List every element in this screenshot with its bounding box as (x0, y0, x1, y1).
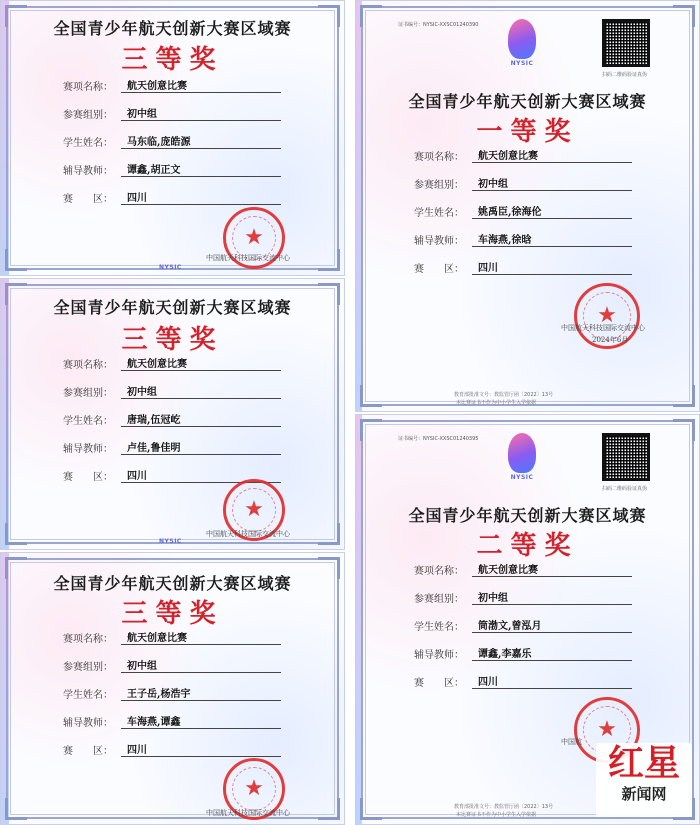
field-label: 辅导教师： (414, 236, 464, 247)
certificate-left-2 (0, 278, 345, 550)
field-label: 赛 区： (63, 194, 113, 205)
issuer-name: 中国航天科技国际交流中心 (561, 324, 645, 332)
logo-text: NYSIC (510, 60, 534, 67)
field-value: 王子岳,杨浩宇 (121, 685, 281, 701)
field-label: 赛项名称： (414, 566, 464, 577)
news-watermark (596, 743, 692, 817)
disclaimer-footnote: 本比赛证书不作为中小学生入学依据 (456, 400, 537, 406)
field-label: 参赛组别： (414, 594, 464, 605)
field-value: 初中组 (121, 657, 281, 673)
certificate-left-1 (0, 0, 345, 276)
field-value: 卢佳,鲁佳明 (121, 439, 281, 455)
field-value: 唐瑞,伍冠屹 (121, 411, 281, 427)
field-value: 谭鑫,胡正文 (121, 161, 281, 177)
nysic-logo (508, 433, 536, 481)
field-value: 初中组 (121, 105, 281, 121)
field-value: 马东临,庞皓源 (121, 133, 281, 149)
approval-footnote: 教育部批准文号：教监管厅函〔2022〕13号 (454, 804, 554, 810)
field-label: 赛项名称： (63, 634, 113, 645)
qr-code (602, 433, 650, 481)
field-label: 赛项名称： (63, 82, 113, 93)
logo-text: NYSIC (159, 538, 182, 545)
disclaimer-footnote: 本比赛证书不作为中小学生入学依据 (456, 812, 537, 818)
watermark-logo: 红星 (607, 742, 680, 784)
nysic-logo (159, 263, 182, 271)
field-label: 学生姓名： (63, 416, 113, 427)
issuer-name: 中国航天科技国际交流中心 (206, 530, 290, 538)
field-value: 初中组 (472, 175, 632, 191)
field-value: 航天创意比赛 (121, 77, 281, 93)
field-label: 参赛组别： (63, 388, 113, 399)
approval-footnote: 教育部批准文号：教监管厅函〔2022〕13号 (454, 392, 554, 398)
field-value: 四川 (472, 259, 632, 275)
qr-code (602, 19, 650, 67)
qr-code-label: 扫码二维码验证真伪 (602, 72, 648, 78)
certificate-title: 全国青少年航天创新大赛区域赛 (53, 574, 292, 593)
issue-date: 2024年6月 (592, 336, 629, 344)
watermark-text: 新闻网 (621, 785, 667, 803)
field-label: 赛 区： (63, 746, 113, 757)
issuer-name: 中国航天科技国际交流中心 (206, 254, 290, 262)
field-value: 四川 (121, 189, 281, 205)
award-level: 一等奖 (476, 117, 579, 147)
certificate-title: 全国青少年航天创新大赛区域赛 (53, 298, 292, 317)
field-label: 学生姓名： (414, 208, 464, 219)
certificate-number: 证书编号：NYSIC-XXSC01240390 (398, 22, 479, 28)
official-seal: ★ (223, 479, 285, 541)
field-value: 航天创意比赛 (121, 355, 281, 371)
certificate-right-1 (355, 0, 700, 412)
award-level: 三等奖 (121, 325, 224, 355)
logo-text: NYSIC (159, 264, 182, 271)
field-label: 赛 区： (414, 264, 464, 275)
official-seal: ★ (223, 758, 285, 820)
field-value: 初中组 (472, 589, 632, 605)
field-label: 参赛组别： (63, 662, 113, 673)
official-seal: ★ (223, 207, 285, 269)
certificate-title: 全国青少年航天创新大赛区域赛 (408, 506, 647, 525)
field-value: 四川 (121, 741, 281, 757)
field-label: 学生姓名： (414, 622, 464, 633)
field-label: 参赛组别： (414, 180, 464, 191)
issuer-name: 中国航 (561, 738, 582, 746)
field-label: 学生姓名： (63, 690, 113, 701)
field-value: 谭鑫,李嘉乐 (472, 645, 632, 661)
logo-text: NYSIC (510, 474, 534, 481)
field-value: 初中组 (121, 383, 281, 399)
field-value: 姚禹臣,徐海伦 (472, 203, 632, 219)
award-level: 三等奖 (121, 599, 224, 629)
field-label: 赛 区： (63, 472, 113, 483)
field-value: 四川 (121, 467, 281, 483)
field-label: 辅导教师： (63, 444, 113, 455)
field-value: 航天创意比赛 (121, 629, 281, 645)
nysic-logo (159, 537, 182, 545)
field-label: 辅导教师： (414, 650, 464, 661)
field-label: 赛 区： (414, 678, 464, 689)
certificate-left-3 (0, 552, 345, 825)
field-value: 航天创意比赛 (472, 561, 632, 577)
field-value: 航天创意比赛 (472, 147, 632, 163)
certificate-title: 全国青少年航天创新大赛区域赛 (53, 19, 292, 38)
official-seal: ★ (574, 697, 640, 763)
field-value: 四川 (472, 673, 632, 689)
certificate-number: 证书编号：NYSIC-XXSC01240395 (398, 436, 479, 442)
field-label: 辅导教师： (63, 718, 113, 729)
field-label: 赛项名称： (414, 152, 464, 163)
field-value: 车海燕,谭鑫 (121, 713, 281, 729)
field-value: 车海燕,徐晗 (472, 231, 632, 247)
field-label: 辅导教师： (63, 166, 113, 177)
field-label: 学生姓名： (63, 138, 113, 149)
award-level: 二等奖 (476, 531, 579, 561)
award-level: 三等奖 (121, 45, 224, 75)
field-label: 赛项名称： (63, 360, 113, 371)
field-value: 筒渤文,曾泓月 (472, 617, 632, 633)
issuer-name: 中国航天科技国际交流中心 (206, 809, 290, 817)
field-label: 参赛组别： (63, 110, 113, 121)
certificate-title: 全国青少年航天创新大赛区域赛 (408, 92, 647, 111)
official-seal: ★ (574, 283, 640, 349)
nysic-logo (508, 19, 536, 67)
qr-code-label: 扫码二维码验证真伪 (602, 486, 648, 492)
